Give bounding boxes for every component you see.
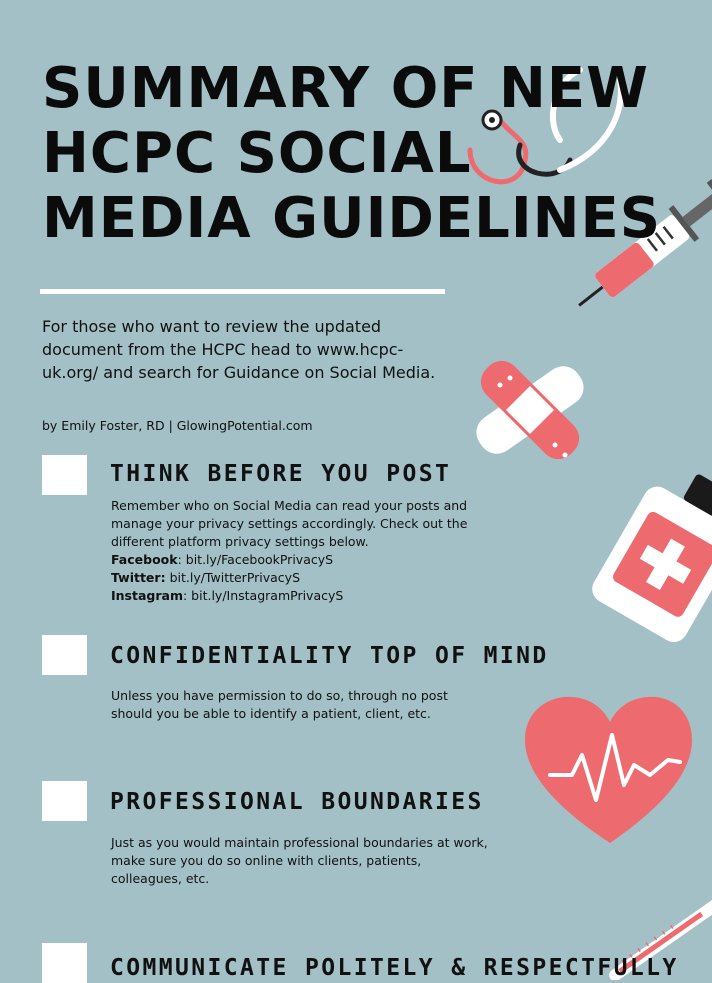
title-line: MEDIA GUIDELINES bbox=[42, 186, 662, 251]
guideline-heading: THINK BEFORE YOU POST bbox=[110, 461, 452, 487]
guideline-text: Remember who on Social Media can read your posts and manage your privacy settings accordingly. Check out the different platform privacy settings below. bbox=[111, 498, 468, 549]
privacy-link-facebook[interactable]: Facebook: bit.ly/FacebookPrivacyS bbox=[111, 552, 334, 567]
title-divider bbox=[40, 289, 445, 294]
heart-pulse-icon bbox=[525, 697, 692, 843]
guideline-heading: CONFIDENTIALITY TOP OF MIND bbox=[110, 643, 549, 669]
bandage-icon bbox=[469, 353, 590, 466]
intro-text: For those who want to review the updated document from the HCPC head to www.hcpc-uk.org/ and search for Guidance on Social Media. bbox=[42, 317, 436, 382]
privacy-link-instagram[interactable]: Instagram: bit.ly/InstagramPrivacyS bbox=[111, 588, 344, 603]
byline: by Emily Foster, RD | GlowingPotential.com bbox=[42, 418, 313, 433]
title-line: HCPC SOCIAL bbox=[42, 121, 472, 186]
checkbox[interactable] bbox=[42, 781, 87, 821]
page-title bbox=[42, 56, 692, 251]
guideline-body bbox=[111, 497, 491, 605]
guideline-body: Just as you would maintain professional boundaries at work, make sure you do so online with clients, patients, colleagues, etc. bbox=[111, 835, 488, 886]
checkbox[interactable] bbox=[42, 943, 87, 983]
checkbox[interactable] bbox=[42, 455, 87, 495]
medicine-bottle-icon bbox=[587, 456, 712, 648]
title-line: SUMMARY OF NEW bbox=[42, 56, 649, 121]
guideline-body: Unless you have permission to do so, through no post should you be able to identify a patient, client, etc. bbox=[111, 688, 448, 721]
checkbox[interactable] bbox=[42, 635, 87, 675]
guideline-heading: PROFESSIONAL BOUNDARIES bbox=[110, 789, 484, 815]
guideline-heading: COMMUNICATE POLITELY & RESPECTFULLY bbox=[110, 955, 679, 981]
privacy-link-twitter[interactable]: Twitter: bit.ly/TwitterPrivacyS bbox=[111, 570, 301, 585]
